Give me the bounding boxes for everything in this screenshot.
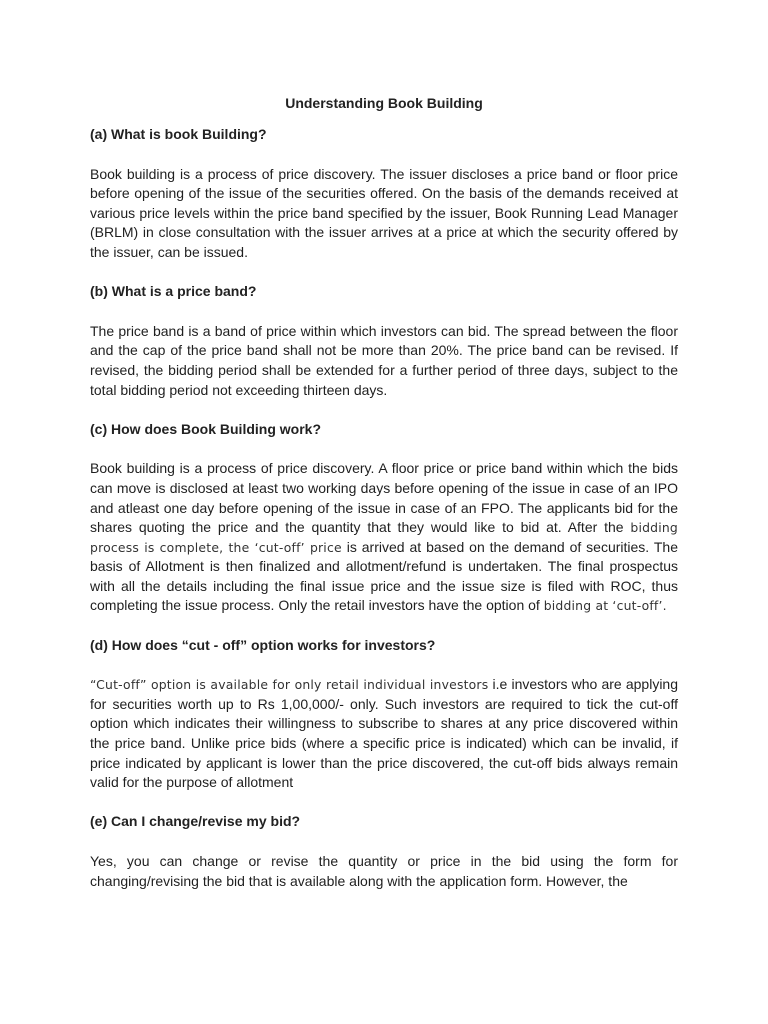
section-d-paragraph <box>90 675 678 793</box>
section-d-text-1: “Cut-off” option is available for only retail individual investors <box>90 677 489 693</box>
section-c-heading: (c) How does Book Building work? <box>90 420 321 437</box>
section-a-heading: (a) What is book Building? <box>90 126 267 142</box>
document-title: Understanding Book Building <box>285 95 483 111</box>
section-b-heading: (b) What is a price band? <box>90 283 257 300</box>
section-b-paragraph: The price band is a band of price within which investors can bid. The spread between the floor and the cap of the price band shall not be more than 20%. The price band can be revised. If revised, the bidding period shall be extended for a further period of three days, subject to the total bidding period not exceeding thirteen days. <box>90 322 678 398</box>
section-c-text-4: bidding at ‘cut-off’. <box>543 598 667 614</box>
section-c-text-2: bidding process is complete, the ‘cut-off’ price <box>90 520 678 555</box>
section-e-heading: (e) Can I change/revise my bid? <box>90 813 301 830</box>
section-d-text-2: i.e investors who are applying for securities worth up to Rs 1,00,000/- only. Such investors are required to tick the cut-off option which indicates their willingness to subscribe to shares at any price discovered within the price band. Unlike price bids (where a specific price is indicated) which can be invalid, if price indicated by applicant is lower than the price discovered, the cut-off bids always remain valid for the purpose of allotment <box>90 676 679 791</box>
section-c-text-1: Book building is a process of price discovery. A floor price or price band within which the bids can move is disclosed at least two working days before opening of the issue in case of an IPO and atleast one day before opening of the issue in case of an FPO. The applicants bid for the shares quoting the price and the quantity that they would like to bid at. After the <box>90 460 678 536</box>
section-d-heading: (d) How does “cut - off” option works for investors? <box>90 636 436 653</box>
section-a-paragraph: Book building is a process of price discovery. The issuer discloses a price band or floor price before opening of the issue of the securities offered. On the basis of the demands received at various price levels within the price band specified by the issuer, Book Running Lead Manager (BRLM) in close consultation with the issuer arrives at a price at which the security offered by the issuer, can be issued. <box>90 165 678 260</box>
section-c-paragraph <box>90 459 678 616</box>
document-body <box>90 93 678 911</box>
section-c-text-3: is arrived at based on the demand of securities. The basis of Allotment is then finalized and allotment/refund is undertaken. The final prospectus with all the details including the final issue price and the issue size is filed with ROC, thus completing the issue process. Only the retail investors have the option of <box>90 538 678 614</box>
section-e-paragraph: Yes, you can change or revise the quantity or price in the bid using the form for changing/revising the bid that is available along with the application form. However, the <box>90 853 678 889</box>
